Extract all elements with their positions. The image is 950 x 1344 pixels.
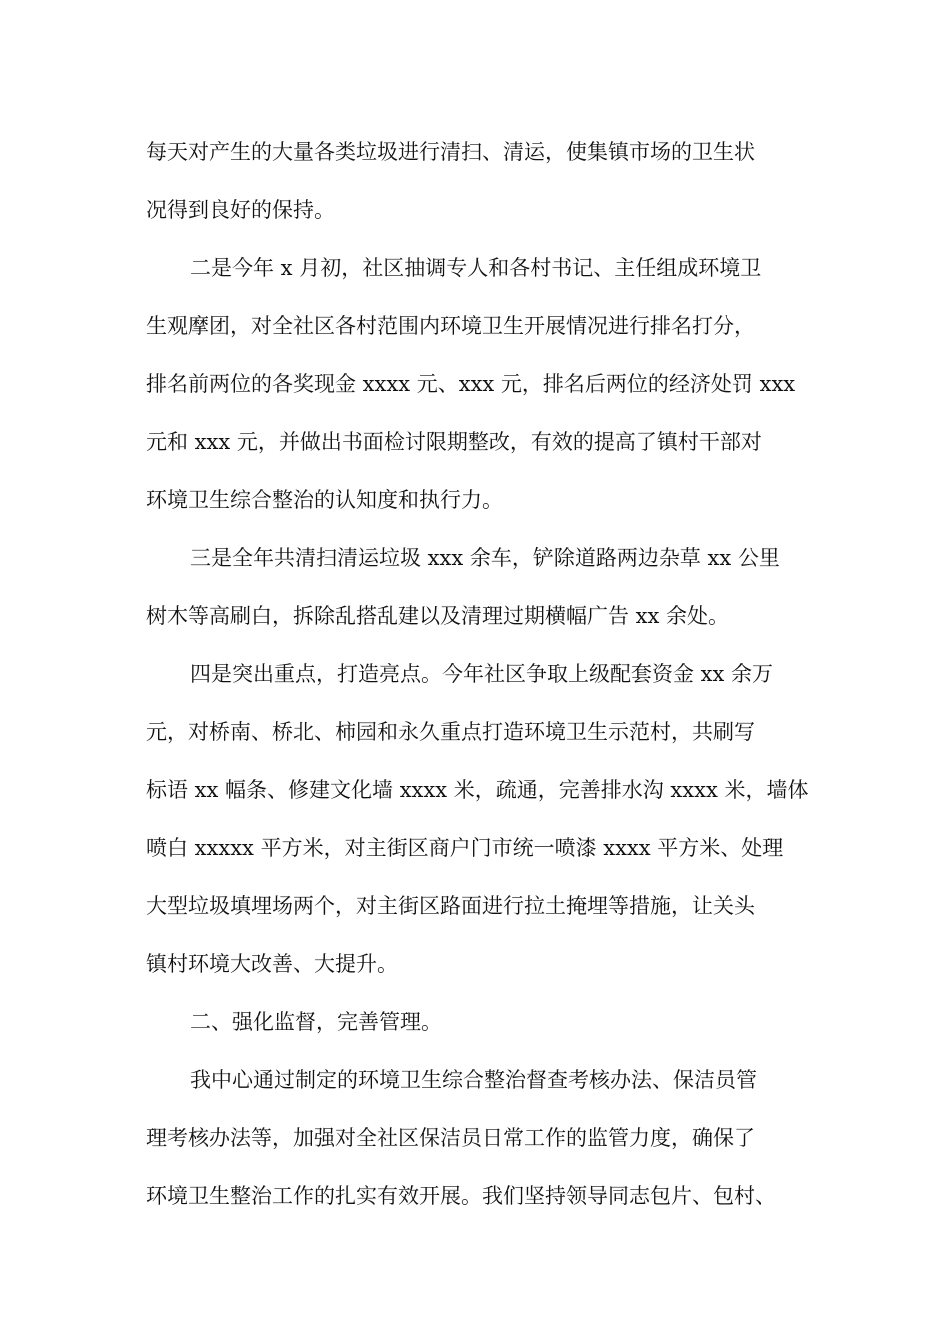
section-heading [146, 993, 826, 1051]
paragraph-line: 排名前两位的各奖现金 xxxx 元、xxx 元，排名后两位的经济处罚 xxx [146, 372, 796, 396]
paragraph-line: 二是今年 x 月初，社区抽调专人和各村书记、主任组成环境卫 [190, 256, 762, 280]
paragraph-line: 理考核办法等，加强对全社区保洁员日常工作的监管力度，确保了 [146, 1126, 755, 1150]
paragraph-line: 我中心通过制定的环境卫生综合整治督查考核办法、保洁员管 [190, 1068, 757, 1092]
paragraph-1 [146, 123, 826, 239]
paragraph-6 [146, 1051, 826, 1225]
paragraph-line: 树木等高刷白，拆除乱搭乱建以及清理过期横幅广告 xx 余处。 [146, 604, 730, 628]
document-body [146, 123, 826, 1225]
paragraph-line: 况得到良好的保持。 [146, 198, 335, 222]
paragraph-line: 生观摩团，对全社区各村范围内环境卫生开展情况进行排名打分， [146, 314, 755, 338]
paragraph-line: 元和 xxx 元，并做出书面检讨限期整改，有效的提高了镇村干部对 [146, 430, 762, 454]
paragraph-line: 每天对产生的大量各类垃圾进行清扫、清运，使集镇市场的卫生状 [146, 140, 755, 164]
paragraph-4 [146, 645, 826, 993]
paragraph-line: 元，对桥南、桥北、柿园和永久重点打造环境卫生示范村，共刷写 [146, 720, 755, 744]
paragraph-line: 环境卫生整治工作的扎实有效开展。我们坚持领导同志包片、包村、 [146, 1184, 776, 1208]
paragraph-line: 三是全年共清扫清运垃圾 xxx 余车，铲除道路两边杂草 xx 公里 [190, 546, 780, 570]
paragraph-line: 大型垃圾填埋场两个，对主街区路面进行拉土掩埋等措施，让关头 [146, 894, 755, 918]
paragraph-line: 四是突出重点，打造亮点。今年社区争取上级配套资金 xx 余万 [190, 662, 774, 686]
paragraph-line: 环境卫生综合整治的认知度和执行力。 [146, 488, 503, 512]
section-heading-text: 二、强化监督，完善管理。 [190, 1010, 442, 1034]
paragraph-line: 标语 xx 幅条、修建文化墙 xxxx 米，疏通，完善排水沟 xxxx 米，墙体 [146, 778, 809, 802]
paragraph-3 [146, 529, 826, 645]
paragraph-2 [146, 239, 826, 529]
paragraph-line: 喷白 xxxxx 平方米，对主街区商户门市统一喷漆 xxxx 平方米、处理 [146, 836, 784, 860]
paragraph-line: 镇村环境大改善、大提升。 [146, 952, 398, 976]
